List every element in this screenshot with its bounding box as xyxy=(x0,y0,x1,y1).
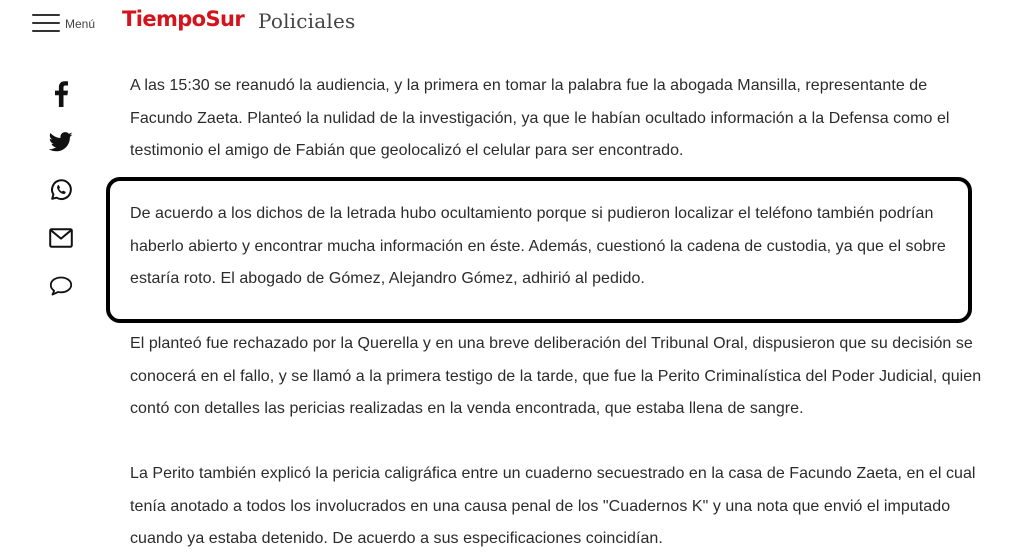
share-bar xyxy=(42,70,80,310)
section-title: Policiales xyxy=(258,9,356,33)
twitter-share-button[interactable] xyxy=(42,118,80,166)
menu-button[interactable] xyxy=(32,11,102,35)
email-share-button[interactable] xyxy=(42,214,80,262)
comment-button[interactable] xyxy=(42,262,80,310)
article-paragraph: A las 15:30 se reanudó la audiencia, y la primera en tomar la palabra fue la abogada Mansilla, representante de Facundo Zaeta. Planteó la nulidad de la investigación, ya que le habían ocultado información a la Defensa como el testimonio el amigo de Fabián que geolocalizó el celular para ser encontrado. xyxy=(130,77,950,159)
article-paragraph: La Perito también explicó la pericia caligráfica entre un cuaderno secuestrado en la casa de Facundo Zaeta, en el cual tenía anotado a todos los involucrados en una causa penal de los "Cuadernos K" y una nota que envió el imputado cuando ya estaba detenido. De acuerdo a sus especificaciones coincidían. xyxy=(130,465,976,547)
facebook-icon xyxy=(53,81,69,107)
article-body xyxy=(130,70,985,547)
whatsapp-share-button[interactable] xyxy=(42,166,80,214)
menu-label: Menú xyxy=(65,17,96,31)
facebook-share-button[interactable] xyxy=(42,70,80,118)
email-icon xyxy=(49,228,73,248)
article-paragraph: El planteó fue rechazado por la Querella y en una breve deliberación del Tribunal Oral, dispusieron que su decisión se conocerá en el fallo, y se llamó a la primera testigo de la tarde, que fue la Perito Criminalística del Poder Judicial, quien contó con detalles las pericias realizadas en la venda encontrada, que estaba llena de sangre. xyxy=(130,335,982,417)
whatsapp-icon xyxy=(49,178,73,202)
comment-icon xyxy=(49,276,73,296)
hamburger-icon xyxy=(32,14,60,32)
site-logo[interactable]: TiempoSur xyxy=(122,7,245,31)
twitter-icon xyxy=(49,132,73,152)
article-paragraph-highlighted: De acuerdo a los dichos de la letrada hubo ocultamiento porque si pudieron localizar el teléfono también podrían haberlo abierto y encontrar mucha información en éste. Además, cuestionó la cadena de custodia, ya que el sobre estaría roto. El abogado de Gómez, Alejandro Gómez, adhirió al pedido. xyxy=(130,205,946,287)
